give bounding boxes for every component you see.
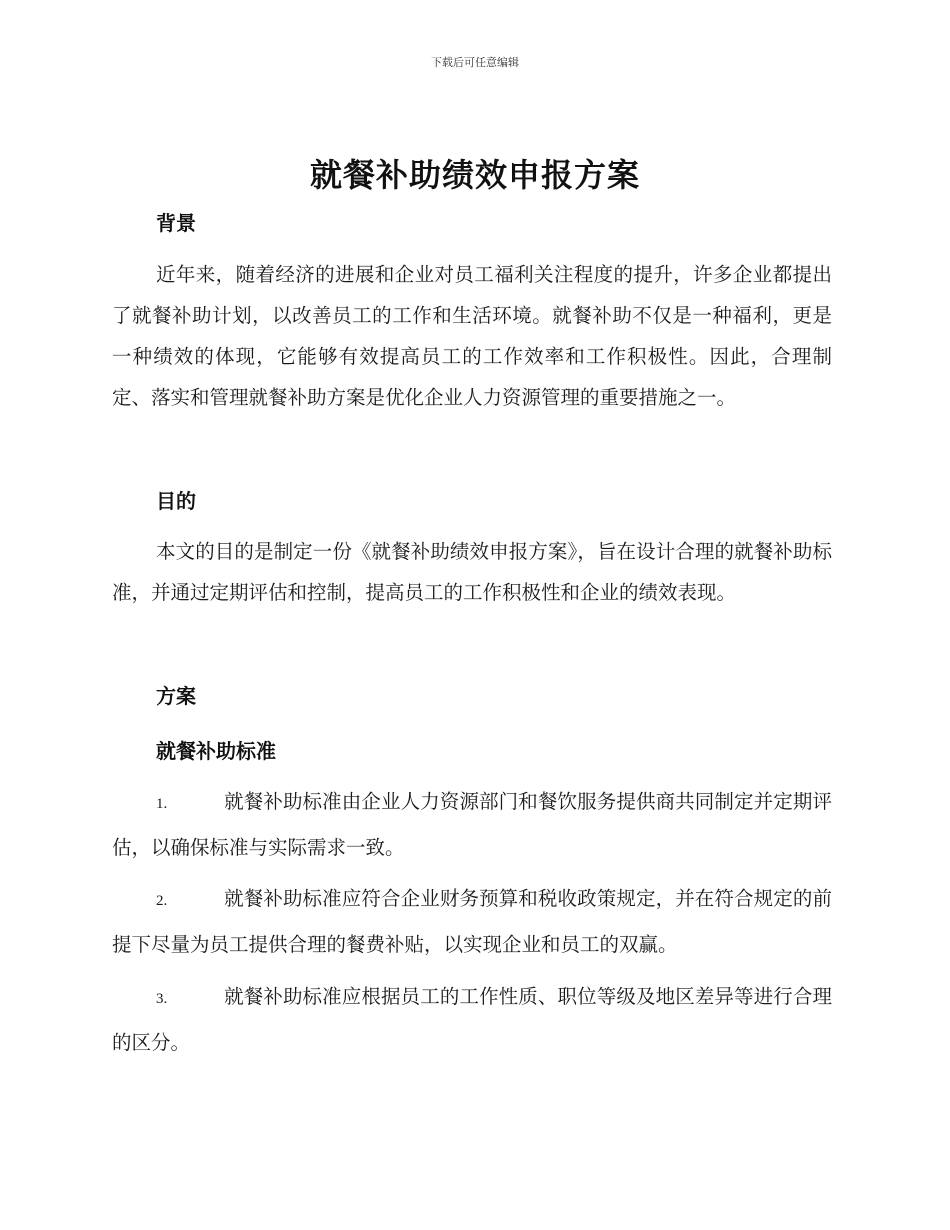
section-heading-background: 背景	[156, 211, 196, 235]
list-item-text: 就餐补助标准应符合企业财务预算和税收政策规定，并在符合规定的前提下尽量为员工提供合理的餐费补贴，以实现企业和员工的双赢。	[112, 887, 832, 956]
list-item	[112, 877, 832, 967]
purpose-paragraph: 本文的目的是制定一份《就餐补助绩效申报方案》，旨在设计合理的就餐补助标准，并通过定期评估和控制，提高员工的工作积极性和企业的绩效表现。	[112, 540, 832, 604]
list-item-number: 2.	[156, 893, 168, 909]
background-paragraph: 近年来，随着经济的进展和企业对员工福利关注程度的提升，许多企业都提出了就餐补助计划，以改善员工的工作和生活环境。就餐补助不仅是一种福利，更是一种绩效的体现，它能够有效提高员工的工作效率和工作积极性。因此，合理制定、落实和管理就餐补助方案是优化企业人力资源管理的重要措施之一。	[112, 263, 832, 409]
list-item-text: 就餐补助标准应根据员工的工作性质、职位等级及地区差异等进行合理的区分。	[112, 985, 832, 1054]
section-heading-plan: 方案	[156, 684, 196, 708]
header-note: 下载后可任意编辑	[431, 56, 519, 69]
list-item	[112, 975, 832, 1065]
section-heading-purpose: 目的	[156, 489, 196, 513]
document-title: 就餐补助绩效申报方案	[309, 156, 640, 194]
list-item-number: 1.	[156, 796, 168, 812]
list-item-number: 3.	[156, 991, 168, 1007]
list-item-text: 就餐补助标准由企业人力资源部门和餐饮服务提供商共同制定并定期评估，以确保标准与实际需求一致。	[112, 790, 832, 859]
subsection-heading-meal-standard: 就餐补助标准	[156, 739, 276, 763]
list-item	[112, 780, 832, 870]
